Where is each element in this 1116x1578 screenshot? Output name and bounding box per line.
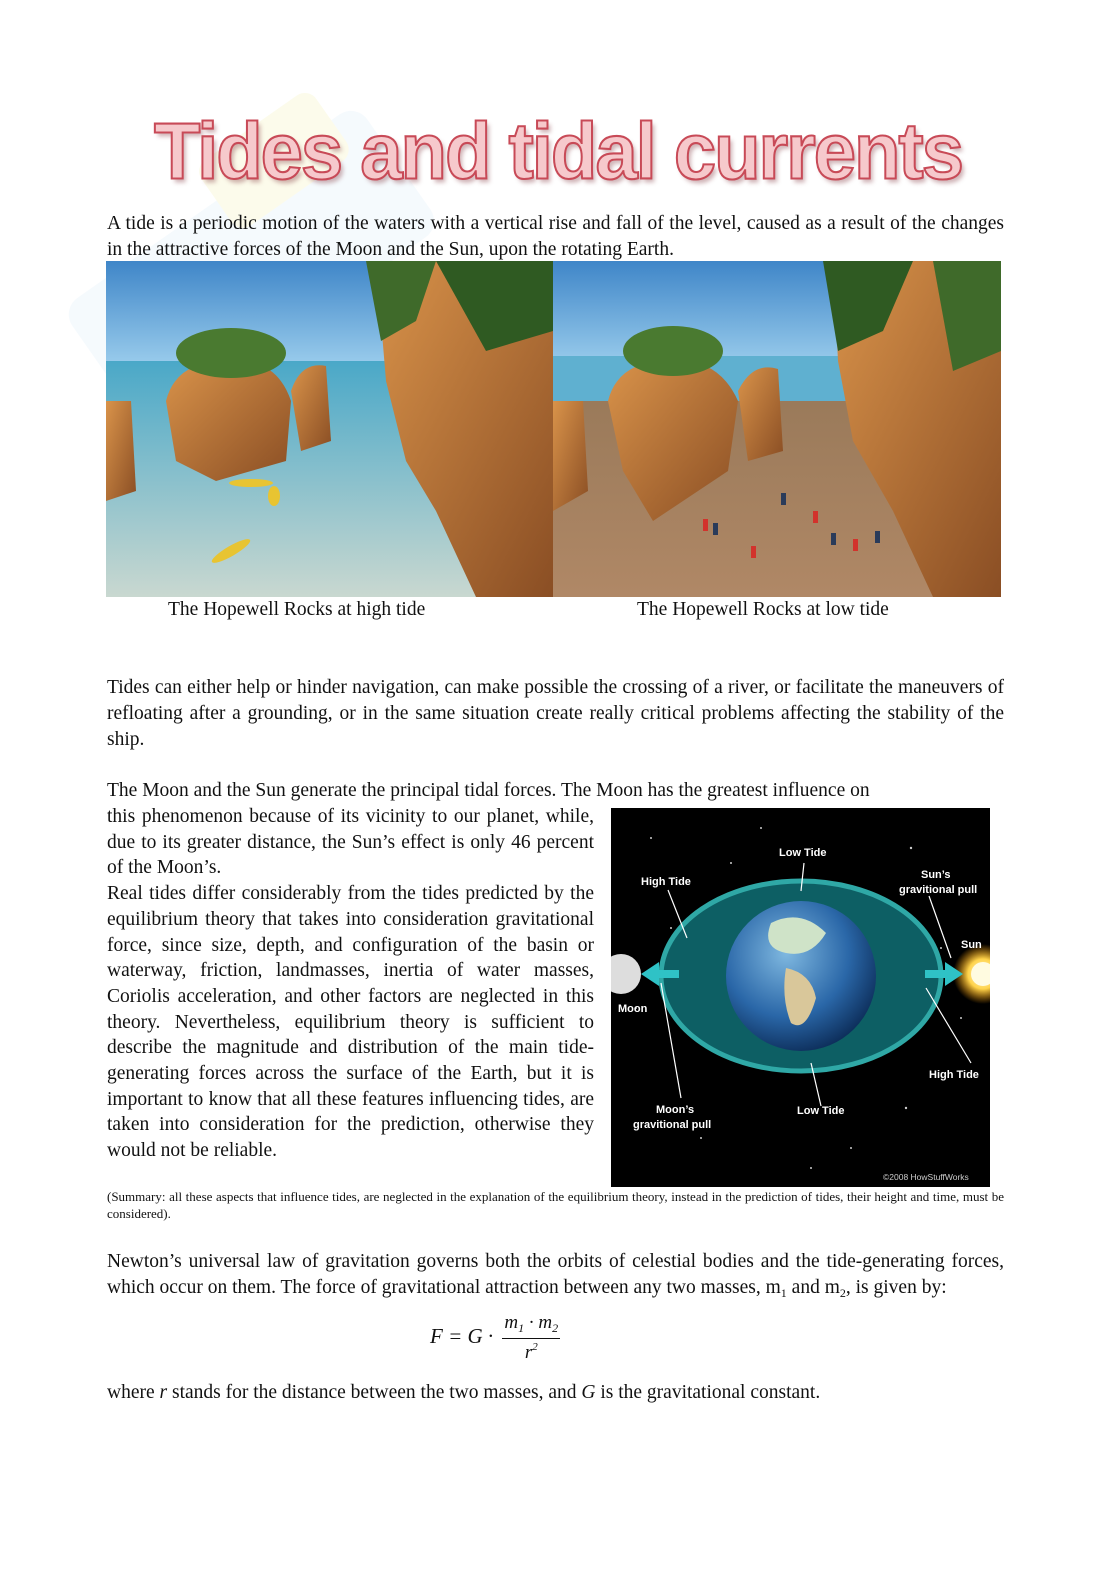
caption-low-tide: The Hopewell Rocks at low tide xyxy=(637,599,889,620)
tidal-forces-diagram xyxy=(611,808,990,1187)
label-low-tide-bottom: Low Tide xyxy=(797,1105,845,1117)
equilibrium-text-column xyxy=(107,804,594,1164)
intro-paragraph: A tide is a periodic motion of the waters with a vertical rise and fall of the level, caused as a result of the changes in the attractive forces of the Moon and the Sun, upon the rotating Earth. xyxy=(107,213,1004,260)
gravitation-formula: F = G · $\frac{m_1 \cdot m_2}{r^2}$ xyxy=(430,1312,559,1363)
label-high-tide-left: High Tide xyxy=(641,876,691,888)
label-moon: Moon xyxy=(618,1003,648,1015)
label-sun-pull-2: gravitional pull xyxy=(899,884,978,896)
moon-sun-paragraph-rest: this phenomenon because of its vicinity to our planet, while, due to its greater distance, the Sun’s effect is only 46 percent of the Moon’s. xyxy=(107,806,594,879)
real-tides-paragraph: Real tides differ considerably from the tides predicted by the equilibrium theory that takes into consideration gravitational force, since size, depth, and configuration of the basin or waterway, friction, landmasses, inertia of water masses, Coriolis acceleration, and other factors are neglected in this theory. Nevertheless, equilibrium theory is sufficient to describe the magnitude and distribution of the main tide-generating forces across the surface of the Earth, but it is important to know that all these features influencing tides, are taken into consideration for the prediction, otherwise they would not be reliable. xyxy=(107,883,594,1162)
where-paragraph: where r stands for the distance between the two masses, and G is the gravitational constant. xyxy=(107,1382,821,1403)
photo-low-tide xyxy=(553,261,1001,597)
hopewell-rocks-photos xyxy=(106,261,1001,597)
newton-paragraph: Newton’s universal law of gravitation governs both the orbits of celestial bodies and the tide-generating forces, which occur on them. The force of gravitational attraction between any two masses, $m_1$ and $m_2$, is given by: xyxy=(107,1251,1004,1300)
label-sun-pull-1: Sun’s xyxy=(921,869,951,881)
caption-high-tide: The Hopewell Rocks at high tide xyxy=(168,599,426,620)
label-sun: Sun xyxy=(961,939,982,951)
label-moon-pull-2: gravitional pull xyxy=(633,1119,712,1131)
moon-sun-paragraph-lead: The Moon and the Sun generate the principal tidal forces. The Moon has the greatest influence on xyxy=(107,780,870,801)
photo-high-tide xyxy=(106,261,553,597)
label-low-tide-top: Low Tide xyxy=(779,847,827,859)
page-title: Tides and tidal currents xyxy=(154,106,962,197)
summary-note: (Summary: all these aspects that influence tides, are neglected in the explanation of the equilibrium theory, instead in the prediction of tides, their height and time, must be considered). xyxy=(107,1189,1004,1221)
diagram-credit: ©2008 HowStuffWorks xyxy=(883,1172,969,1182)
label-moon-pull-1: Moon’s xyxy=(656,1104,695,1116)
navigation-paragraph: Tides can either help or hinder navigation, can make possible the crossing of a river, or facilitate the maneuvers of refloating after a grounding, or in the same situation create really critical problems affecting the stability of the ship. xyxy=(107,677,1004,750)
label-high-tide-right: High Tide xyxy=(929,1069,979,1081)
